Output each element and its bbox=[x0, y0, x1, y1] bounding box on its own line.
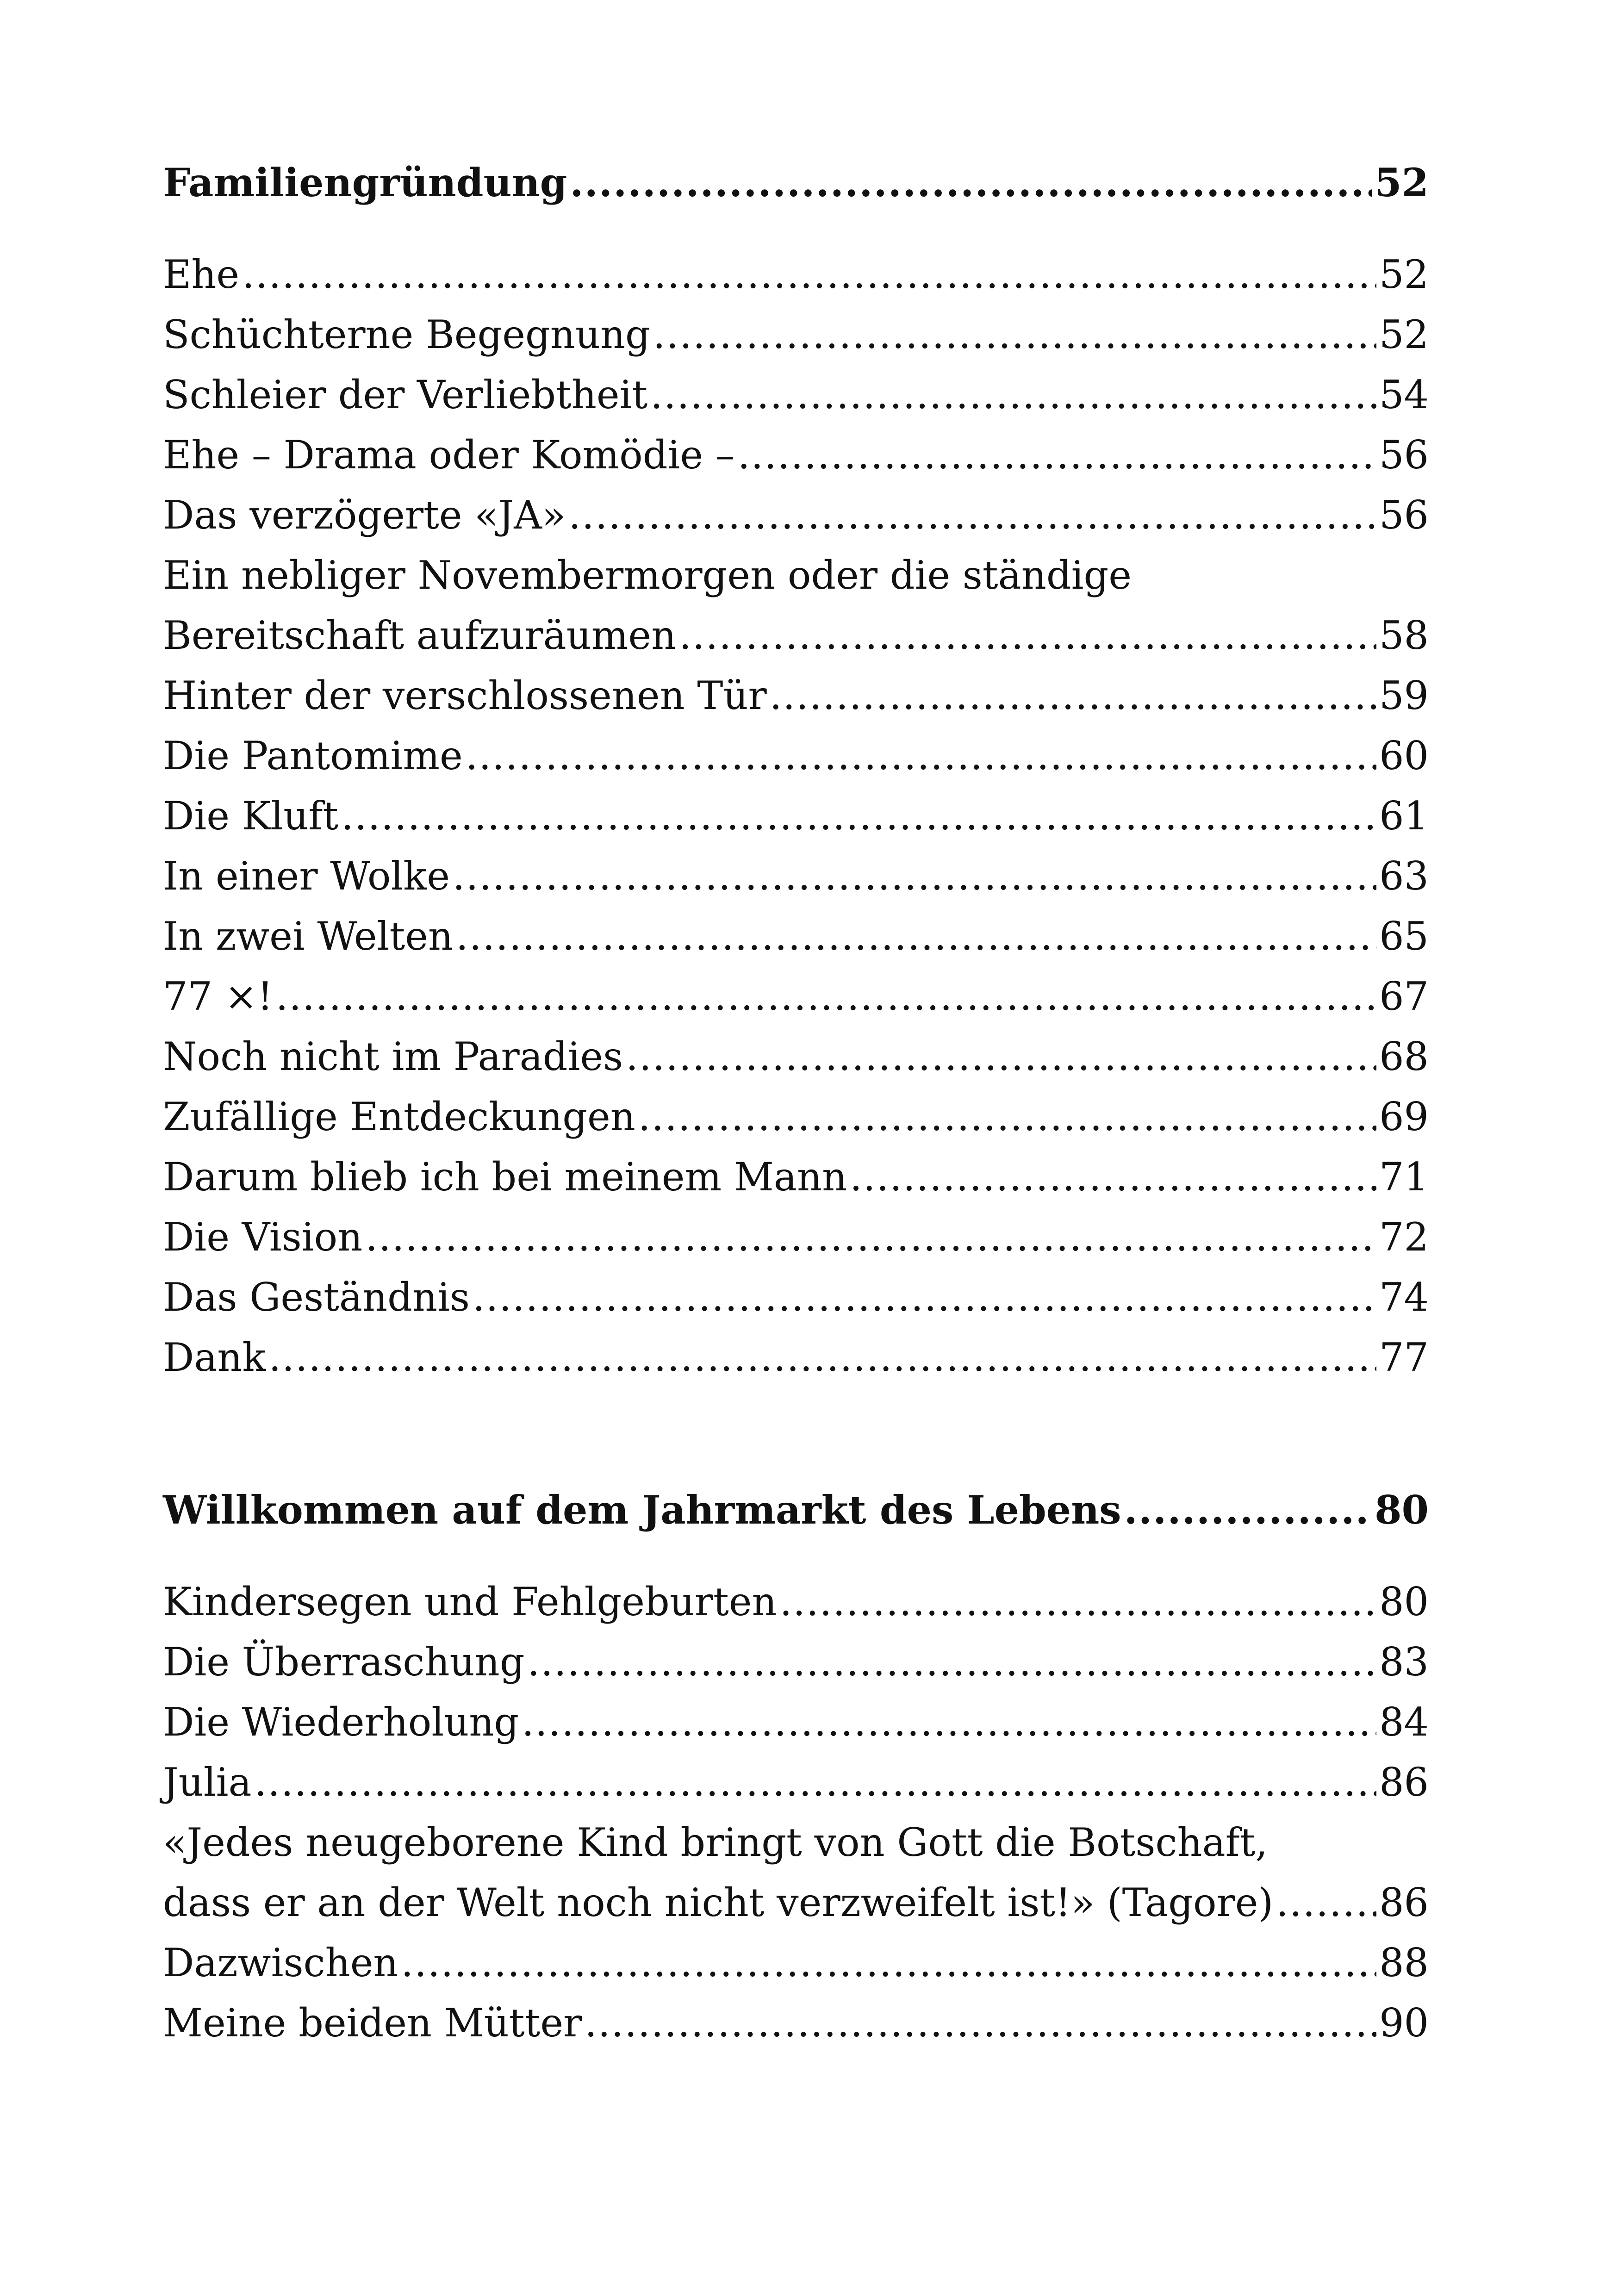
entry-title-line: Ein nebliger Novembermorgen oder die ständige bbox=[163, 553, 1132, 598]
entry-page-number: 88 bbox=[1379, 1940, 1429, 1985]
entry-page-number: 65 bbox=[1379, 914, 1429, 959]
toc-entry[interactable] bbox=[163, 846, 1429, 906]
entry-row bbox=[163, 244, 1429, 305]
dot-leader bbox=[1276, 1873, 1376, 1933]
toc-entry[interactable] bbox=[163, 1993, 1429, 2053]
dot-leader bbox=[570, 153, 1372, 213]
entry-title: Kindersegen und Fehlgeburten bbox=[163, 1579, 777, 1624]
entry-title: dass er an der Welt noch nicht verzweifelt ist!» (Tagore) bbox=[163, 1880, 1274, 1925]
section-title: Willkommen auf dem Jahrmarkt des Lebens bbox=[163, 1487, 1121, 1533]
toc-entry[interactable] bbox=[163, 1087, 1429, 1147]
toc-section bbox=[163, 1480, 1429, 2053]
entry-row bbox=[163, 1267, 1429, 1327]
section-page-number: 52 bbox=[1375, 160, 1429, 205]
entry-page-number: 74 bbox=[1379, 1275, 1429, 1320]
entry-row bbox=[163, 1027, 1429, 1087]
dot-leader bbox=[770, 666, 1376, 726]
entry-page-number: 59 bbox=[1379, 673, 1429, 718]
entry-page-number: 83 bbox=[1379, 1639, 1429, 1685]
entry-title: Ehe bbox=[163, 252, 240, 297]
dot-leader bbox=[653, 305, 1376, 365]
toc-entry[interactable] bbox=[163, 244, 1429, 305]
entry-page-number: 61 bbox=[1379, 793, 1429, 839]
toc-entry[interactable] bbox=[163, 305, 1429, 365]
entry-page-number: 84 bbox=[1379, 1699, 1429, 1745]
toc-entry[interactable] bbox=[163, 1327, 1429, 1388]
entry-title: Zufällige Entdeckungen bbox=[163, 1094, 635, 1139]
dot-leader bbox=[568, 485, 1376, 545]
section-page-number: 80 bbox=[1375, 1487, 1429, 1533]
entry-title: Die Vision bbox=[163, 1214, 363, 1260]
toc-entry[interactable] bbox=[163, 1632, 1429, 1692]
entry-page-number: 86 bbox=[1379, 1760, 1429, 1805]
entry-title: Julia bbox=[163, 1760, 252, 1805]
entry-title: Das Geständnis bbox=[163, 1275, 470, 1320]
dot-leader bbox=[1124, 1480, 1372, 1540]
entry-title: In zwei Welten bbox=[163, 914, 454, 959]
toc-entry[interactable] bbox=[163, 1267, 1429, 1327]
dot-leader bbox=[276, 966, 1376, 1027]
dot-leader bbox=[466, 726, 1376, 786]
entry-page-number: 71 bbox=[1379, 1154, 1429, 1200]
entry-row bbox=[163, 786, 1429, 846]
toc-entry[interactable] bbox=[163, 545, 1429, 666]
dot-leader bbox=[850, 1147, 1376, 1207]
dot-leader bbox=[522, 1692, 1376, 1752]
table-of-contents bbox=[163, 153, 1429, 2146]
entry-page-number: 52 bbox=[1379, 252, 1429, 297]
entry-row bbox=[163, 365, 1429, 425]
entry-row bbox=[163, 1873, 1429, 1933]
toc-entry[interactable] bbox=[163, 1147, 1429, 1207]
dot-leader bbox=[456, 906, 1376, 966]
dot-leader bbox=[738, 425, 1376, 485]
dot-leader bbox=[453, 846, 1376, 906]
entry-row bbox=[163, 966, 1429, 1027]
dot-leader bbox=[341, 786, 1376, 846]
entry-title: Darum blieb ich bei meinem Mann bbox=[163, 1154, 847, 1200]
entry-row bbox=[163, 1632, 1429, 1692]
dot-leader bbox=[626, 1027, 1376, 1087]
entry-row bbox=[163, 605, 1429, 666]
entry-page-number: 67 bbox=[1379, 974, 1429, 1019]
entry-title: In einer Wolke bbox=[163, 853, 450, 899]
entry-row bbox=[163, 726, 1429, 786]
entry-title: Die Kluft bbox=[163, 793, 339, 839]
entry-page-number: 63 bbox=[1379, 853, 1429, 899]
entry-title: Noch nicht im Paradies bbox=[163, 1034, 623, 1079]
entry-row bbox=[163, 1087, 1429, 1147]
entry-page-number: 90 bbox=[1379, 2000, 1429, 2046]
dot-leader bbox=[780, 1572, 1377, 1632]
entry-row bbox=[163, 1692, 1429, 1752]
entry-title: Ehe – Drama oder Komödie – bbox=[163, 432, 735, 478]
entry-title: 77 ×! bbox=[163, 974, 273, 1019]
dot-leader bbox=[638, 1087, 1376, 1147]
entry-row bbox=[163, 305, 1429, 365]
entry-row bbox=[163, 1207, 1429, 1267]
entry-title: Dank bbox=[163, 1335, 266, 1380]
dot-leader bbox=[528, 1632, 1377, 1692]
entry-page-number: 68 bbox=[1379, 1034, 1429, 1079]
entry-title: Dazwischen bbox=[163, 1940, 398, 1985]
toc-entry[interactable] bbox=[163, 1812, 1429, 1933]
entry-title: Das verzögerte «JA» bbox=[163, 492, 566, 538]
toc-entry[interactable] bbox=[163, 1933, 1429, 1993]
section-title: Familiengründung bbox=[163, 160, 567, 205]
entry-row bbox=[163, 1327, 1429, 1388]
entry-row bbox=[163, 906, 1429, 966]
toc-entry[interactable] bbox=[163, 786, 1429, 846]
entry-page-number: 56 bbox=[1379, 432, 1429, 478]
dot-leader bbox=[401, 1933, 1377, 1993]
toc-entry[interactable] bbox=[163, 1207, 1429, 1267]
entry-page-number: 72 bbox=[1379, 1214, 1429, 1260]
toc-entry[interactable] bbox=[163, 906, 1429, 966]
entry-page-number: 58 bbox=[1379, 613, 1429, 658]
entry-row bbox=[163, 846, 1429, 906]
section-heading[interactable] bbox=[163, 1480, 1429, 1540]
entry-row bbox=[163, 1752, 1429, 1812]
entry-page-number: 80 bbox=[1379, 1579, 1429, 1624]
entry-page-number: 56 bbox=[1379, 492, 1429, 538]
entry-row bbox=[163, 1572, 1429, 1632]
toc-entry[interactable] bbox=[163, 485, 1429, 545]
entry-row bbox=[163, 485, 1429, 545]
entry-title: Die Wiederholung bbox=[163, 1699, 519, 1745]
toc-entry[interactable] bbox=[163, 365, 1429, 425]
section-heading[interactable] bbox=[163, 153, 1429, 213]
dot-leader bbox=[679, 605, 1376, 666]
entry-page-number: 69 bbox=[1379, 1094, 1429, 1139]
entry-page-number: 77 bbox=[1379, 1335, 1429, 1380]
toc-entry[interactable] bbox=[163, 425, 1429, 485]
entry-page-number: 60 bbox=[1379, 733, 1429, 778]
toc-entry[interactable] bbox=[163, 1752, 1429, 1812]
toc-entry[interactable] bbox=[163, 726, 1429, 786]
entry-row bbox=[163, 666, 1429, 726]
dot-leader bbox=[473, 1267, 1376, 1327]
toc-entry[interactable] bbox=[163, 1692, 1429, 1752]
entry-row bbox=[163, 1993, 1429, 2053]
entry-title: Die Überraschung bbox=[163, 1639, 525, 1685]
entry-page-number: 54 bbox=[1379, 372, 1429, 417]
toc-entry[interactable] bbox=[163, 1572, 1429, 1632]
toc-entry[interactable] bbox=[163, 1027, 1429, 1087]
toc-section bbox=[163, 153, 1429, 1388]
entry-row bbox=[163, 1147, 1429, 1207]
entry-title: Schüchterne Begegnung bbox=[163, 312, 650, 357]
dot-leader bbox=[268, 1327, 1376, 1388]
entry-row bbox=[163, 1933, 1429, 1993]
toc-entry[interactable] bbox=[163, 966, 1429, 1027]
dot-leader bbox=[365, 1207, 1376, 1267]
entry-page-number: 86 bbox=[1379, 1880, 1429, 1925]
dot-leader bbox=[255, 1752, 1377, 1812]
entry-title: Hinter der verschlossenen Tür bbox=[163, 673, 767, 718]
entry-title: Schleier der Verliebtheit bbox=[163, 372, 648, 417]
dot-leader bbox=[650, 365, 1376, 425]
entry-title-line: «Jedes neugeborene Kind bringt von Gott die Botschaft, bbox=[163, 1820, 1268, 1865]
entry-title: Die Pantomime bbox=[163, 733, 463, 778]
dot-leader bbox=[242, 244, 1376, 305]
entry-title: Meine beiden Mütter bbox=[163, 2000, 582, 2046]
entry-page-number: 52 bbox=[1379, 312, 1429, 357]
entry-title: Bereitschaft aufzuräumen bbox=[163, 613, 677, 658]
entry-row bbox=[163, 425, 1429, 485]
toc-entry[interactable] bbox=[163, 666, 1429, 726]
dot-leader bbox=[585, 1993, 1376, 2053]
